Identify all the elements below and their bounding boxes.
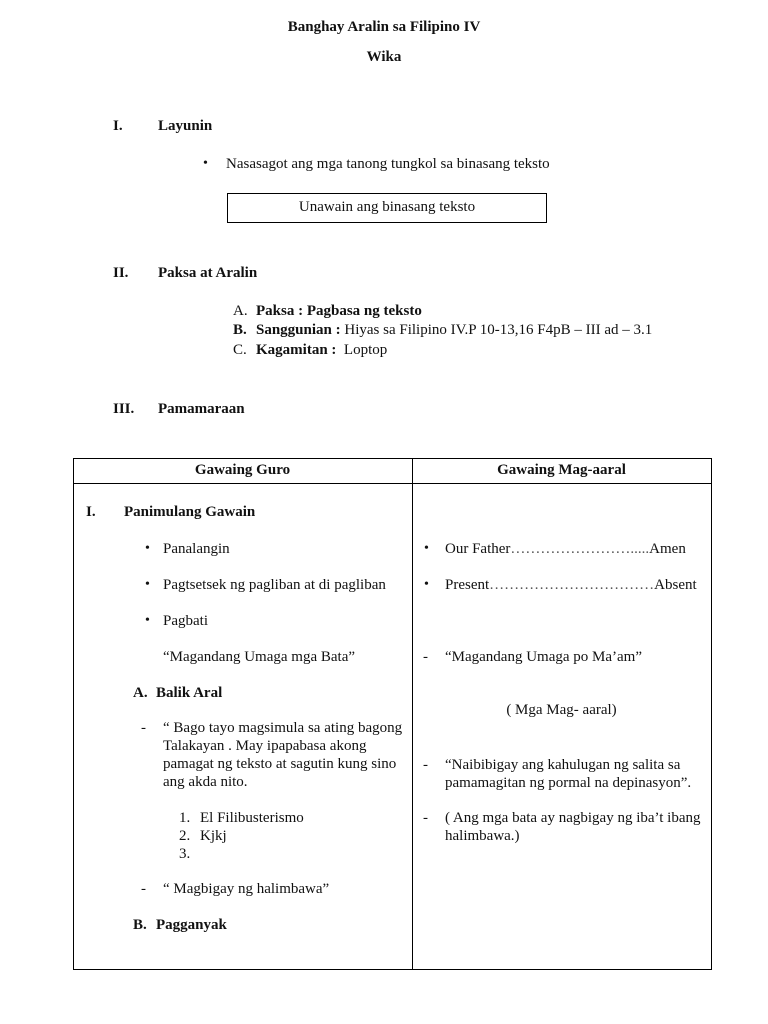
left-greeting: “Magandang Umaga mga Bata” [163,649,356,665]
bullet-dot: • [145,613,150,628]
kagamitan-line [256,341,387,359]
dot-leader: …………………………… [489,577,655,593]
list-marker: A. [233,303,248,319]
dot-leader: ……………………..... [510,541,650,557]
left-bullet-3: Pagbati [163,613,208,629]
numbered-marker: 3. [179,846,191,862]
sub-a-heading: Balik Aral [156,685,223,701]
section2-heading: Paksa at Aralin [158,265,258,281]
right-bullet-1 [445,540,686,558]
numbered-marker: 2. [179,828,191,844]
sub-b-heading: Pagganyak [156,917,227,933]
page-subtitle: Wika [366,49,402,65]
balik-aral-prompt: “ Bago tayo magsimula sa ating bagong Talakayan . May ipapabasa akong pamagat ng teksto at sagutin kung sino ang akda nito. [163,720,403,790]
section3-numeral: III. [113,401,135,417]
left-bullet-1: Panalangin [163,541,230,557]
sub-b-marker: B. [133,917,147,933]
boxed-objective [227,193,547,223]
kagamitan-label: Kagamitan : [256,342,337,358]
right-bullet-2 [445,576,697,594]
right-bullet-1-right: Amen [649,541,686,557]
kagamitan-value: Loptop [343,342,388,358]
table-border-left [73,458,74,970]
left-heading: Panimulang Gawain [124,504,256,520]
section1-numeral: I. [113,118,123,134]
page-title: Banghay Aralin sa Filipino IV [287,19,481,35]
table-header-divider [73,483,712,484]
dash-marker: - [141,720,146,736]
table-border-bottom [73,969,712,970]
left-dash-2: “ Magbigay ng halimbawa” [163,881,330,897]
right-bullet-1-left: Our Father [445,541,511,557]
sanggunian-value: Hiyas sa Filipino IV.P 10-13,16 F4pB – III ad – 3.1 [344,322,653,338]
right-dash-3: ( Ang mga bata ay nagbigay ng iba’t ibang halimbawa.) [445,810,701,844]
right-center-note: ( Mga Mag- aaral) [506,702,617,718]
sanggunian-label: Sanggunian : [256,322,341,338]
bullet-dot: • [424,541,429,556]
right-bullet-2-right: Absent [654,577,697,593]
table-border-top [73,458,712,459]
list-marker: C. [233,342,247,358]
list-marker: B. [233,322,247,338]
bullet-dot: • [145,541,150,556]
table-border-right [711,458,712,970]
col-header-mag-aaral: Gawaing Mag-aaral [497,462,626,478]
boxed-objective-text: Unawain ang binasang teksto [298,199,476,215]
numbered-item-2: Kjkj [200,828,227,844]
sanggunian-line [256,321,652,339]
numbered-item-1: El Filibusterismo [200,810,304,826]
section1-bullet-text: Nasasagot ang mga tanong tungkol sa binasang teksto [226,156,550,172]
section2-numeral: II. [113,265,129,281]
numbered-marker: 1. [179,810,191,826]
right-bullet-2-left: Present [445,577,490,593]
right-dash-2: “Naibibigay ang kahulugan ng salita sa pamamagitan ng pormal na depinasyon”. [445,757,692,791]
bullet-dot: • [424,577,429,592]
col-header-guro: Gawaing Guro [194,462,291,478]
bullet-dot: • [145,577,150,592]
bullet-dot: • [203,156,208,171]
dash-marker: - [423,649,428,665]
paksa-label: Paksa : Pagbasa ng teksto [256,303,422,319]
right-greeting-reply: “Magandang Umaga po Ma’am” [445,649,643,665]
left-numeral: I. [86,504,96,520]
section1-heading: Layunin [158,118,213,134]
dash-marker: - [423,810,428,826]
left-bullet-2: Pagtsetsek ng pagliban at di pagliban [163,577,386,593]
dash-marker: - [141,881,146,897]
section3-heading: Pamamaraan [158,401,245,417]
sub-a-marker: A. [133,685,148,701]
dash-marker: - [423,757,428,773]
